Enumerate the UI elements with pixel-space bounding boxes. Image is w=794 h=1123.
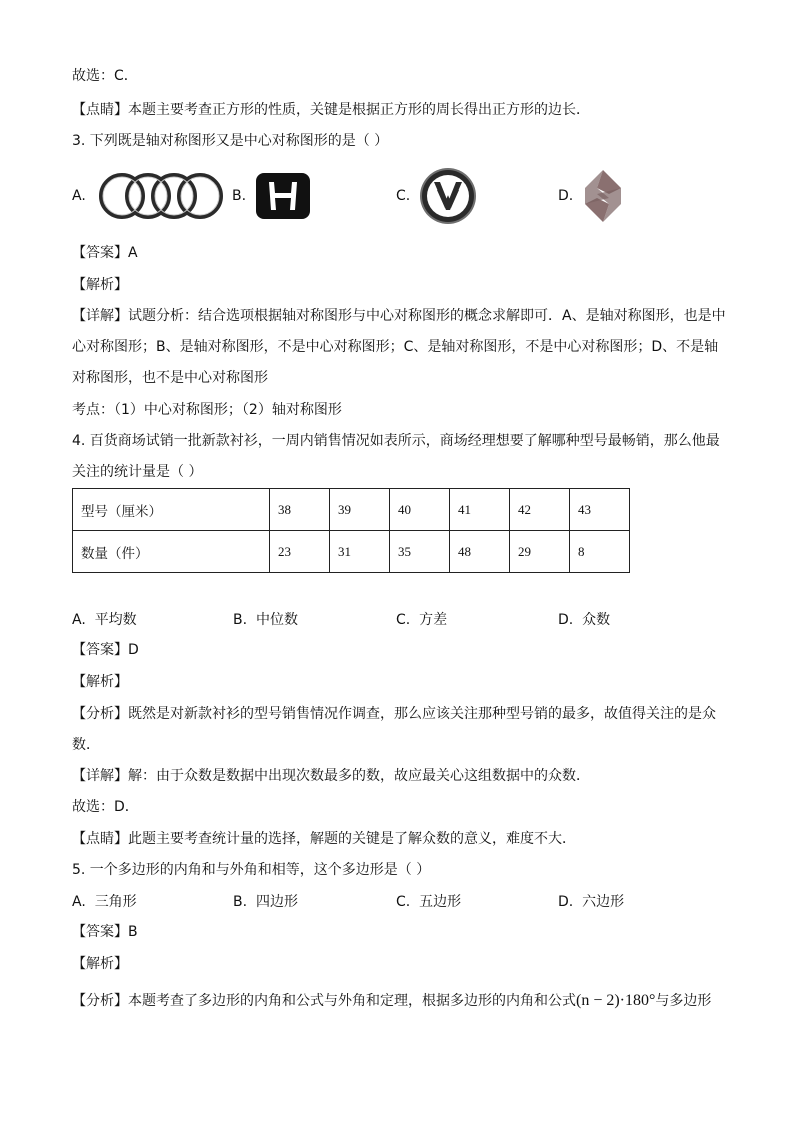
option-b <box>232 166 312 226</box>
option-label: B. <box>233 894 248 910</box>
choice-line: 故选：D． <box>72 799 139 815</box>
question-4: 4. 百货商场试销一批新款衬衫，一周内销售情况如表所示，商场经理想要了解哪种型号最畅销，那么他最 <box>72 433 720 449</box>
answer-line: 【答案】A <box>72 245 138 261</box>
fenxi-text: 与多边形 <box>655 993 712 1009</box>
option-label: C. <box>396 894 411 910</box>
table-cell: 31 <box>330 531 390 573</box>
table-cell-header: 数量（件） <box>73 531 270 573</box>
option-label: A. <box>72 894 86 910</box>
audi-rings-icon <box>94 170 226 222</box>
option-text: 平均数 <box>94 612 137 628</box>
honda-logo-icon <box>254 171 312 221</box>
option-text: 中位数 <box>255 612 298 628</box>
option-label: C. <box>396 188 411 204</box>
question-3: 3. 下列既是轴对称图形又是中心对称图形的是（ ） <box>72 133 389 149</box>
detail-line: 【详解】试题分析：结合选项根据轴对称图形与中心对称图形的概念求解即可．A、是轴对称图形，也是中 <box>72 308 726 324</box>
option-label: D. <box>558 612 574 628</box>
diamond-s-logo-icon <box>581 168 625 224</box>
table-cell: 43 <box>570 489 630 531</box>
option-label: B. <box>232 188 247 204</box>
fenxi-line <box>72 991 711 1011</box>
table-cell: 38 <box>270 489 330 531</box>
text-line: 故选：C． <box>72 68 138 84</box>
option-a <box>72 609 137 629</box>
option-c <box>396 891 461 911</box>
answer-line: 【答案】D <box>72 642 139 658</box>
fenxi-line: 【分析】既然是对新款衬衫的型号销售情况作调查，那么应该关注那种型号销的最多，故值得关注的是众 <box>72 706 716 722</box>
points-line: 考点：（1）中心对称图形；（2）轴对称图形 <box>72 402 342 418</box>
fenxi-text: 【分析】本题考查了多边形的内角和公式与外角和定理，根据多边形的内角和公式 <box>72 993 576 1009</box>
option-d <box>558 166 625 226</box>
angle-sum-formula: (n − 2)·180° <box>576 992 656 1009</box>
analysis-line: 【解析】 <box>72 674 128 690</box>
option-d <box>558 609 610 629</box>
option-text: 三角形 <box>94 894 137 910</box>
table-cell: 40 <box>390 489 450 531</box>
dianjing-line: 【点睛】此题主要考查统计量的选择，解题的关键是了解众数的意义，难度不大． <box>72 831 576 847</box>
q3-options <box>72 166 732 226</box>
option-label: B. <box>233 612 248 628</box>
option-label: C. <box>396 612 411 628</box>
option-c <box>396 609 447 629</box>
question-4-cont: 关注的统计量是（ ） <box>72 464 203 480</box>
table-cell: 48 <box>450 531 510 573</box>
table-cell: 29 <box>510 531 570 573</box>
table-cell: 39 <box>330 489 390 531</box>
analysis-line: 【解析】 <box>72 956 128 972</box>
option-a <box>72 166 226 226</box>
option-a <box>72 891 137 911</box>
table-cell: 42 <box>510 489 570 531</box>
option-label: D. <box>558 894 574 910</box>
table-cell: 35 <box>390 531 450 573</box>
fenxi-line: 数． <box>72 737 100 753</box>
option-text: 方差 <box>419 612 448 628</box>
table-cell: 8 <box>570 531 630 573</box>
option-b <box>233 891 298 911</box>
option-text: 六边形 <box>582 894 625 910</box>
answer-line: 【答案】B <box>72 924 138 940</box>
detail-line: 对称图形，也不是中心对称图形 <box>72 370 268 386</box>
table-cell-header: 型号（厘米） <box>73 489 270 531</box>
option-label: D. <box>558 188 574 204</box>
table-row <box>73 531 630 573</box>
sales-table <box>72 488 630 573</box>
option-d <box>558 891 624 911</box>
option-c <box>396 166 478 226</box>
option-label: A. <box>72 188 86 204</box>
question-5: 5. 一个多边形的内角和与外角和相等，这个多边形是（ ） <box>72 862 431 878</box>
option-text: 四边形 <box>255 894 298 910</box>
option-b <box>233 609 298 629</box>
table-cell: 23 <box>270 531 330 573</box>
analysis-line: 【解析】 <box>72 277 128 293</box>
option-text: 众数 <box>582 612 611 628</box>
detail-line: 心对称图形；B、是轴对称图形，不是中心对称图形；C、是轴对称图形，不是中心对称图形；D、不是轴 <box>72 339 719 355</box>
option-label: A. <box>72 612 86 628</box>
option-text: 五边形 <box>419 894 462 910</box>
text-line: 【点睛】本题主要考查正方形的性质，关键是根据正方形的周长得出正方形的边长． <box>72 102 590 118</box>
volkswagen-logo-icon <box>418 166 478 226</box>
detail-line: 【详解】解：由于众数是数据中出现次数最多的数，故应最关心这组数据中的众数． <box>72 768 590 784</box>
table-cell: 41 <box>450 489 510 531</box>
table-row <box>73 489 630 531</box>
